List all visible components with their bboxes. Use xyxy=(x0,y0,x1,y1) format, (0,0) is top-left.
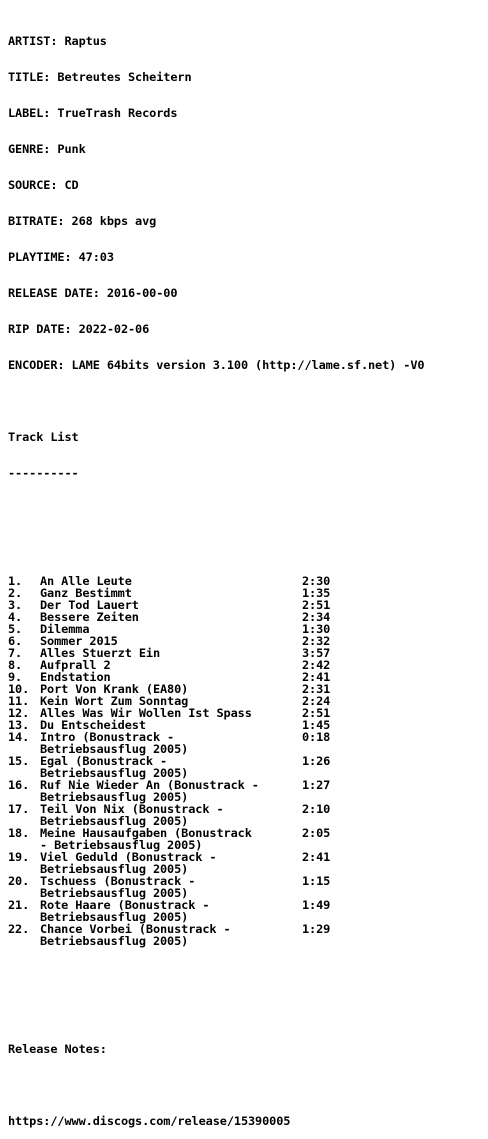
track-duration: 1:30 xyxy=(302,622,331,636)
rip-date-line: RIP DATE: 2022-02-06 xyxy=(8,322,150,336)
track-item xyxy=(8,671,424,683)
spacer xyxy=(8,503,424,515)
title-line: TITLE: Betreutes Scheitern xyxy=(8,70,192,84)
track-title: Ganz Bestimmt xyxy=(40,586,132,600)
tracklist-heading: Track List xyxy=(8,430,79,444)
track-row xyxy=(8,803,424,815)
tracklist-underline: ---------- xyxy=(8,466,79,480)
track-title: Meine Hausaufgaben (Bonustrack xyxy=(40,826,252,840)
track-title-continuation: Betriebsausflug 2005) xyxy=(40,934,189,948)
track-duration: 1:15 xyxy=(302,874,331,888)
track-number: 13. xyxy=(8,718,30,732)
track-duration: 1:26 xyxy=(302,754,331,768)
track-duration: 1:45 xyxy=(302,718,331,732)
track-duration: 1:49 xyxy=(302,898,331,912)
track-item xyxy=(8,827,424,851)
track-row xyxy=(8,827,424,839)
track-row xyxy=(8,719,424,731)
track-number: 14. xyxy=(8,730,30,744)
track-title: Viel Geduld (Bonustrack - xyxy=(40,850,217,864)
spacer xyxy=(8,539,424,551)
track-item xyxy=(8,779,424,803)
track-number: 5. xyxy=(8,622,23,636)
track-item xyxy=(8,659,424,671)
track-duration: 2:42 xyxy=(302,658,331,672)
track-row xyxy=(8,923,424,935)
track-item xyxy=(8,647,424,659)
track-title: Kein Wort Zum Sonntag xyxy=(40,694,189,708)
track-item xyxy=(8,923,424,947)
track-item xyxy=(8,899,424,923)
track-title-continuation: Betriebsausflug 2005) xyxy=(40,886,189,900)
track-title: Ruf Nie Wieder An (Bonustrack - xyxy=(40,778,259,792)
track-title-continuation: - Betriebsausflug 2005) xyxy=(40,838,203,852)
track-title: Alles Was Wir Wollen Ist Spass xyxy=(40,706,252,720)
track-number: 3. xyxy=(8,598,23,612)
track-row xyxy=(8,731,424,743)
track-title: Der Tod Lauert xyxy=(40,598,139,612)
encoder-line: ENCODER: LAME 64bits version 3.100 (http://lame.sf.net) -V0 xyxy=(8,358,425,372)
track-number: 17. xyxy=(8,802,30,816)
track-title: Chance Vorbei (Bonustrack - xyxy=(40,922,231,936)
track-row xyxy=(8,899,424,911)
track-duration: 2:51 xyxy=(302,706,331,720)
nfo-document xyxy=(8,11,424,1139)
track-duration: 2:30 xyxy=(302,574,331,588)
track-row xyxy=(8,659,424,671)
release-notes-heading: Release Notes: xyxy=(8,1042,107,1056)
track-number: 21. xyxy=(8,898,30,912)
track-title: Tschuess (Bonustrack - xyxy=(40,874,196,888)
track-row xyxy=(8,851,424,863)
track-number: 1. xyxy=(8,574,23,588)
track-title: Egal (Bonustrack - xyxy=(40,754,168,768)
track-row xyxy=(8,683,424,695)
track-title: Intro (Bonustrack - xyxy=(40,730,175,744)
track-number: 7. xyxy=(8,646,23,660)
track-number: 22. xyxy=(8,922,30,936)
track-title: Bessere Zeiten xyxy=(40,610,139,624)
source-line: SOURCE: CD xyxy=(8,178,79,192)
track-title-continuation: Betriebsausflug 2005) xyxy=(40,790,189,804)
track-title-continuation: Betriebsausflug 2005) xyxy=(40,766,189,780)
track-list xyxy=(8,575,424,947)
artist-line: ARTIST: Raptus xyxy=(8,34,107,48)
track-duration: 2:41 xyxy=(302,670,331,684)
track-number: 10. xyxy=(8,682,30,696)
track-title: An Alle Leute xyxy=(40,574,132,588)
track-row xyxy=(8,755,424,767)
track-title-continuation: Betriebsausflug 2005) xyxy=(40,862,189,876)
track-row xyxy=(8,695,424,707)
track-row xyxy=(8,875,424,887)
release-date-line: RELEASE DATE: 2016-00-00 xyxy=(8,286,178,300)
track-title: Endstation xyxy=(40,670,111,684)
track-duration: 2:41 xyxy=(302,850,331,864)
track-number: 12. xyxy=(8,706,30,720)
track-duration: 0:18 xyxy=(302,730,331,744)
track-number: 8. xyxy=(8,658,23,672)
spacer xyxy=(8,1007,424,1019)
track-row xyxy=(8,671,424,683)
track-title: Alles Stuerzt Ein xyxy=(40,646,160,660)
track-duration: 2:32 xyxy=(302,634,331,648)
track-number: 9. xyxy=(8,670,23,684)
track-number: 2. xyxy=(8,586,23,600)
track-item xyxy=(8,875,424,899)
track-number: 4. xyxy=(8,610,23,624)
track-duration: 3:57 xyxy=(302,646,331,660)
track-row xyxy=(8,647,424,659)
track-number: 6. xyxy=(8,634,23,648)
label-line: LABEL: TrueTrash Records xyxy=(8,106,178,120)
track-item xyxy=(8,803,424,827)
spacer xyxy=(8,1079,424,1091)
track-title: Aufprall 2 xyxy=(40,658,111,672)
track-duration: 2:05 xyxy=(302,826,331,840)
track-title: Du Entscheidest xyxy=(40,718,146,732)
track-title: Sommer 2015 xyxy=(40,634,118,648)
spacer xyxy=(8,395,424,407)
track-duration: 2:51 xyxy=(302,598,331,612)
track-item xyxy=(8,851,424,875)
track-title: Port Von Krank (EA80) xyxy=(40,682,189,696)
track-item xyxy=(8,755,424,779)
track-number: 16. xyxy=(8,778,30,792)
track-duration: 1:29 xyxy=(302,922,331,936)
track-item xyxy=(8,719,424,731)
track-row xyxy=(8,779,424,791)
track-number: 11. xyxy=(8,694,30,708)
track-duration: 1:35 xyxy=(302,586,331,600)
track-title-continuation: Betriebsausflug 2005) xyxy=(40,910,189,924)
track-number: 19. xyxy=(8,850,30,864)
track-duration: 2:24 xyxy=(302,694,331,708)
track-title: Dilemma xyxy=(40,622,90,636)
track-item xyxy=(8,683,424,695)
track-title: Rote Haare (Bonustrack - xyxy=(40,898,210,912)
track-item xyxy=(8,695,424,707)
track-duration: 2:31 xyxy=(302,682,331,696)
track-number: 18. xyxy=(8,826,30,840)
track-duration: 1:27 xyxy=(302,778,331,792)
track-row xyxy=(8,707,424,719)
release-notes-url: https://www.discogs.com/release/15390005 xyxy=(8,1114,291,1128)
track-title-continuation: Betriebsausflug 2005) xyxy=(40,742,189,756)
track-item xyxy=(8,731,424,755)
spacer xyxy=(8,971,424,983)
track-number: 15. xyxy=(8,754,30,768)
track-duration: 2:34 xyxy=(302,610,331,624)
genre-line: GENRE: Punk xyxy=(8,142,86,156)
playtime-line: PLAYTIME: 47:03 xyxy=(8,250,114,264)
track-number: 20. xyxy=(8,874,30,888)
bitrate-line: BITRATE: 268 kbps avg xyxy=(8,214,157,228)
track-item xyxy=(8,707,424,719)
track-duration: 2:10 xyxy=(302,802,331,816)
track-title: Teil Von Nix (Bonustrack - xyxy=(40,802,224,816)
track-title-continuation: Betriebsausflug 2005) xyxy=(40,814,189,828)
